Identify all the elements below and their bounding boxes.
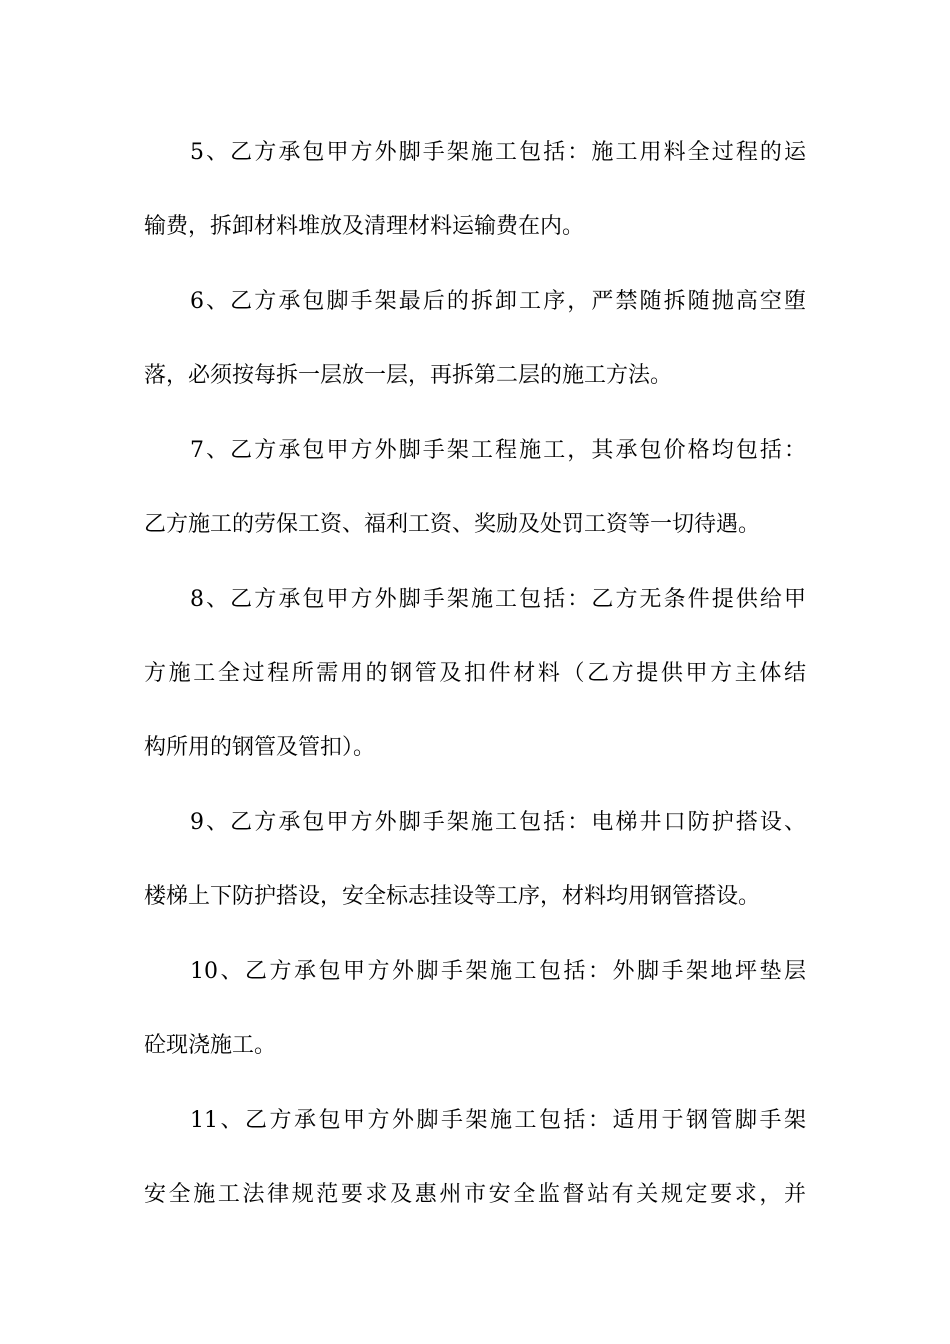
clause-8-line-1: 8、乙方承包甲方外脚手架施工包括：乙方无条件提供给甲 [190,587,806,612]
clause-7-line-2: 乙方施工的劳保工资、福利工资、奖励及处罚工资等一切待遇。 [144,512,761,537]
clause-8-line-2: 方施工全过程所需用的钢管及扣件材料（乙方提供甲方主体结 [144,661,806,686]
clause-6-line-2: 落，必须按每拆一层放一层，再拆第二层的施工方法。 [144,363,673,388]
clause-8-line-3: 构所用的钢管及管扣）。 [144,735,376,760]
clause-6-line-1: 6、乙方承包脚手架最后的拆卸工序，严禁随拆随抛高空堕 [190,289,806,314]
clause-11-line-1: 11、乙方承包甲方外脚手架施工包括：适用于钢管脚手架 [190,1108,806,1133]
clause-7-line-1: 7、乙方承包甲方外脚手架工程施工，其承包价格均包括： [190,438,806,463]
clause-5-line-1: 5、乙方承包甲方外脚手架施工包括：施工用料全过程的运 [190,140,806,165]
clause-5-line-2: 输费，拆卸材料堆放及清理材料运输费在内。 [144,214,585,239]
clause-10-line-2: 砼现浇施工。 [144,1033,277,1058]
clause-9-line-2: 楼梯上下防护搭设，安全标志挂设等工序，材料均用钢管搭设。 [144,884,761,909]
clause-11-line-2: 安全施工法律规范要求及惠州市安全监督站有关规定要求，并 [144,1182,806,1207]
clause-10-line-1: 10、乙方承包甲方外脚手架施工包括：外脚手架地坪垫层 [190,959,806,984]
clause-9-line-1: 9、乙方承包甲方外脚手架施工包括：电梯井口防护搭设、 [190,810,806,835]
